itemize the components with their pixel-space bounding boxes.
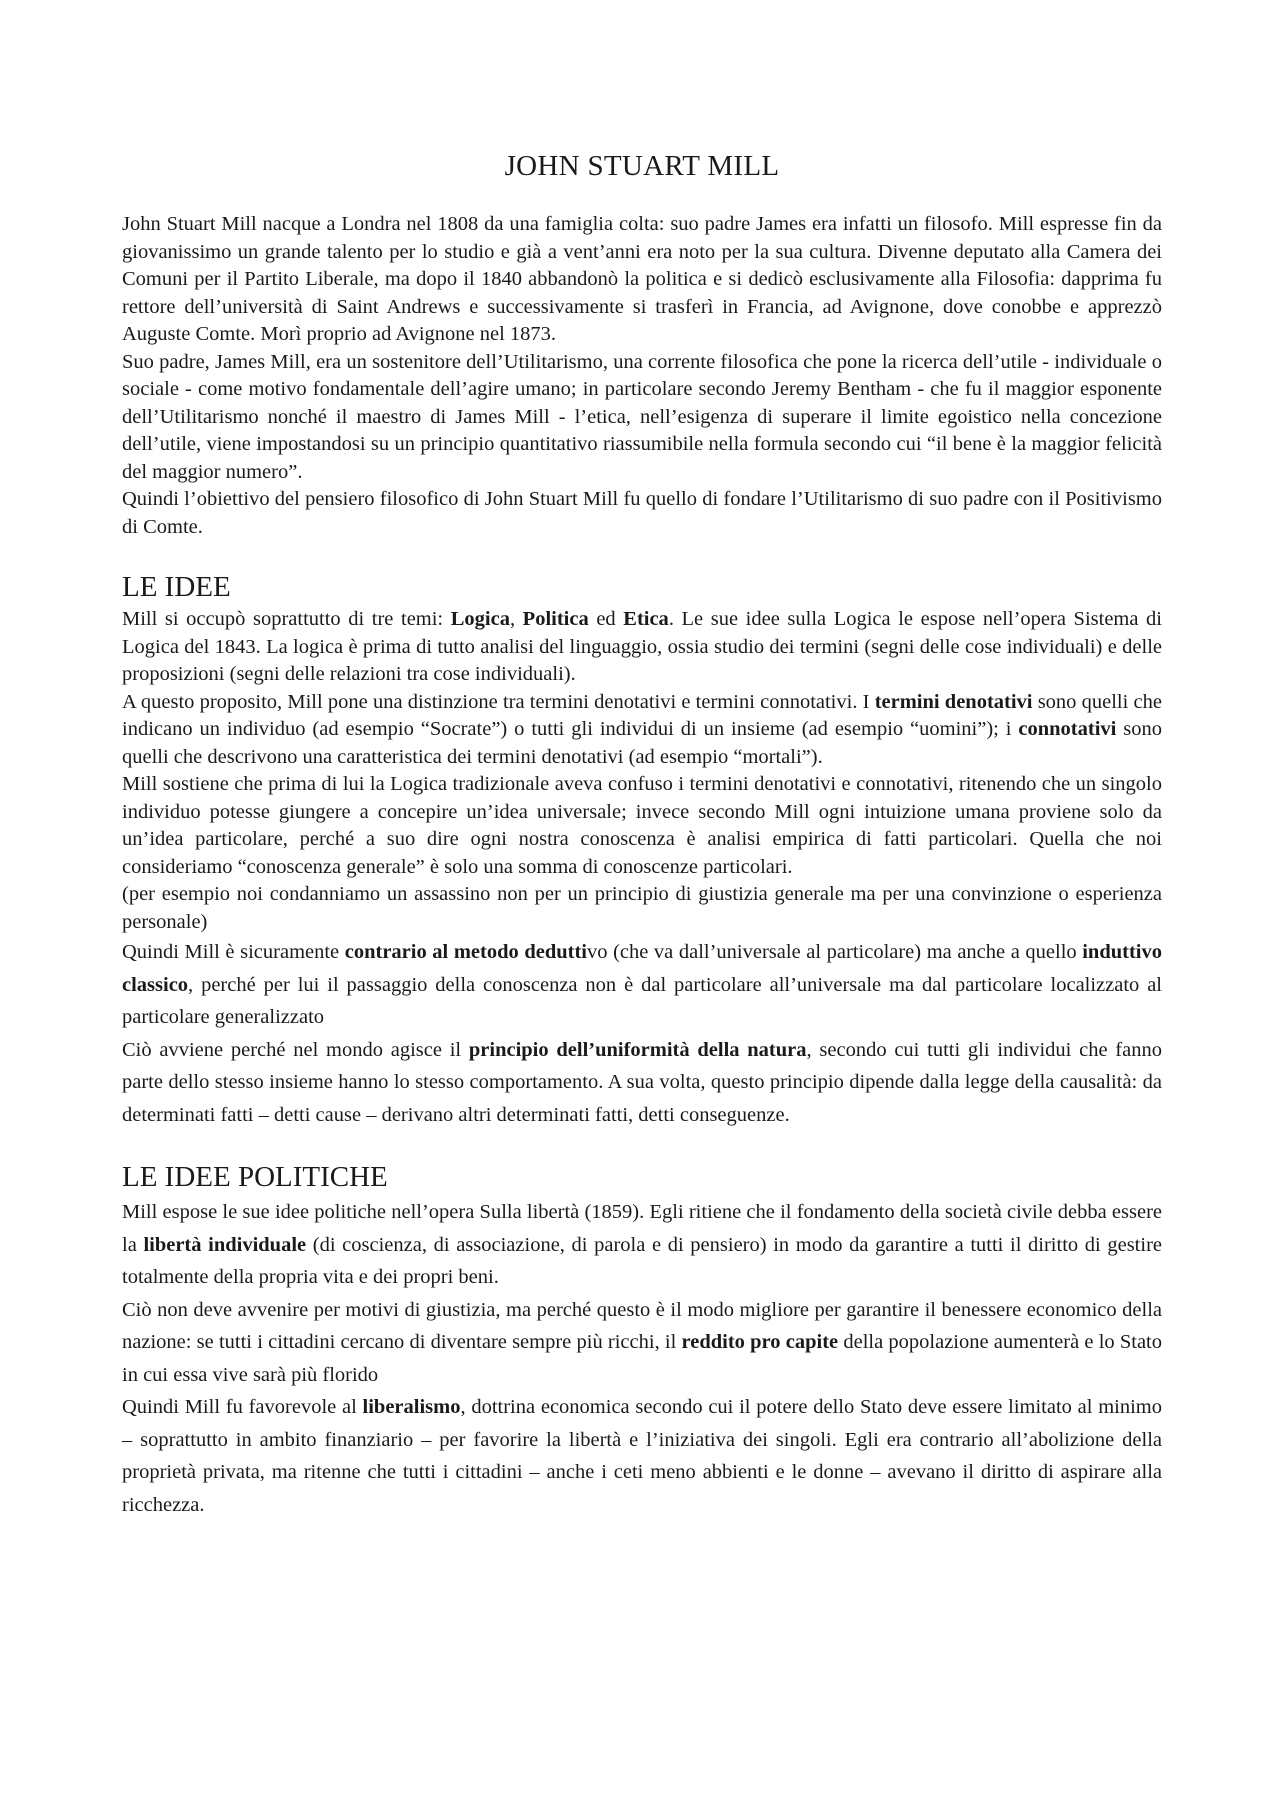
ideas-paragraph-terms: A questo proposito, Mill pone una distinzione tra termini denotativi e termini connotativi. I termini denotativi sono quelli che indicano un individuo (ad esempio “Socrate”) o tutti gli individui di un insieme (ad esempio “uomini”); i connotativi sono quelli che descrivono una caratteristica dei termini denotativi (ad esempio “mortali”). bbox=[122, 690, 1162, 768]
intro-paragraph-objective: Quindi l’obiettivo del pensiero filosofico di John Stuart Mill fu quello di fondare l’Utilitarismo di suo padre con il Positivismo di Comte. bbox=[122, 488, 1162, 538]
document-title: JOHN STUART MILL bbox=[504, 150, 780, 182]
politics-paragraph-freedom: Mill espose le sue idee politiche nell’opera Sulla libertà (1859). Egli ritiene che il fondamento della società civile debba essere la libertà individuale (di coscienza, di associazione, di parola e di pensiero) in modo da garantire a tutti il diritto di gestire totalmente della propria vita e dei propri beni. bbox=[122, 1201, 1163, 1288]
section-heading-ideas: LE IDEE bbox=[122, 571, 231, 603]
ideas-section bbox=[122, 571, 1162, 1131]
intro-paragraph-biography: John Stuart Mill nacque a Londra nel 1808 da una famiglia colta: suo padre James era infatti un filosofo. Mill espresse fin da giovanissimo un grande talento per lo studio e già a vent’anni era noto per la sua cultura. Divenne deputato alla Camera dei Comuni per il Partito Liberale, ma dopo il 1840 abbandonò la politica e si dedicò esclusivamente alla Filosofia: dapprima fu rettore dell’università di Saint Andrews e successivamente si trasferì in Francia, ad Avignone, dove conobbe e apprezzò Auguste Comte. Morì proprio ad Avignone nel 1873. bbox=[122, 213, 1162, 345]
politics-paragraph-liberalism: Quindi Mill fu favorevole al liberalismo, dottrina economica secondo cui il potere dello Stato deve essere limitato al minimo – soprattutto in ambito finanziario – per favorire la libertà e l’iniziativa dei singoli. Egli era contrario all’abolizione della proprietà privata, ma ritenne che tutti i cittadini – anche i ceti meno abbienti e le donne – avevano il diritto di aspirare alla ricchezza. bbox=[122, 1396, 1162, 1516]
ideas-paragraph-themes: Mill si occupò soprattutto di tre temi: Logica, Politica ed Etica. Le sue idee sulla Logica le espose nell’opera Sistema di Logica del 1843. La logica è prima di tutto analisi del linguaggio, ossia studio dei termini (segni delle cose individuali) e delle proposizioni (segni delle relazioni tra cose individuali). bbox=[122, 608, 1162, 685]
ideas-paragraph-method: Quindi Mill è sicuramente contrario al metodo deduttivo (che va dall’universale al particolare) ma anche a quello induttivo classico, perché per lui il passaggio della conoscenza non è dal particolare all’universale ma dal particolare localizzato al particolare generalizzato bbox=[122, 941, 1162, 1028]
politics-paragraph-wellbeing: Ciò non deve avvenire per motivi di giustizia, ma perché questo è il modo migliore per garantire il benessere economico della nazione: se tutti i cittadini cercano di diventare sempre più ricchi, il reddito pro capite della popolazione aumenterà e lo Stato in cui essa vive sarà più florido bbox=[122, 1298, 1162, 1386]
politics-section bbox=[122, 1161, 1162, 1521]
ideas-paragraph-traditional-logic: Mill sostiene che prima di lui la Logica tradizionale aveva confuso i termini denotativi e connotativi, ritenendo che un singolo individuo potesse giungere a concepire un’idea universale; invece secondo Mill ogni intuizione umana proviene solo da un’idea particolare, perché a suo dire ogni nostra conoscenza è analisi empirica di fatti particolari. Quella che noi consideriamo “conoscenza generale” è solo una somma di conoscenze particolari. bbox=[122, 773, 1162, 878]
document-page bbox=[122, 150, 1162, 1521]
intro-section bbox=[122, 211, 1162, 541]
intro-paragraph-utilitarianism: Suo padre, James Mill, era un sostenitore dell’Utilitarismo, una corrente filosofica che pone la ricerca dell’utile - individuale o sociale - come motivo fondamentale dell’agire umano; in particolare secondo Jeremy Bentham - che fu il maggior esponente dell’Utilitarismo nonché il maestro di James Mill - l’etica, nell’esigenza di superare il limite egoistico nella concezione dell’utile, viene impostandosi su un principio quantitativo riassumibile nella formula secondo cui “il bene è la maggior felicità del maggior numero”. bbox=[122, 350, 1162, 483]
ideas-paragraph-uniformity: Ciò avviene perché nel mondo agisce il principio dell’uniformità della natura, secondo cui tutti gli individui che fanno parte dello stesso insieme hanno lo stesso comportamento. A sua volta, questo principio dipende dalla legge della causalità: da determinati fatti – detti cause – derivano altri determinati fatti, detti conseguenze. bbox=[122, 1038, 1162, 1126]
ideas-paragraph-example: (per esempio noi condanniamo un assassino non per un principio di giustizia generale ma per una convinzione o esperienza personale) bbox=[122, 883, 1162, 933]
section-heading-politics: LE IDEE POLITICHE bbox=[122, 1161, 388, 1193]
